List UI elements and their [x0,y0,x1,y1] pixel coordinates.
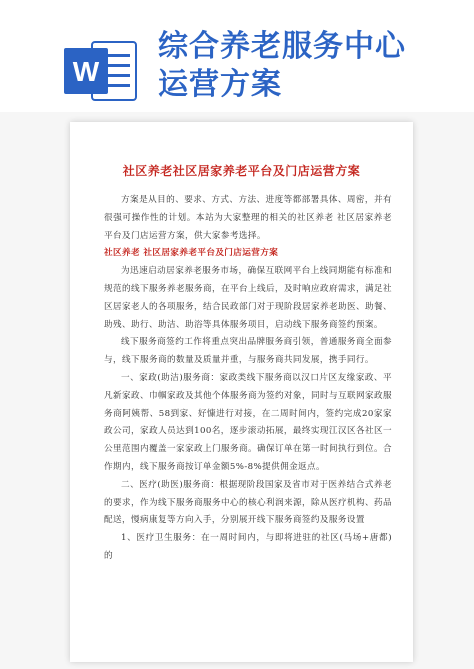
body-paragraph: 1、医疗卫生服务：在一周时间内，与即将进驻的社区(马场+唐都)的 [104,533,392,561]
header-banner [0,0,474,112]
body-paragraph: 二、医疗(助医)服务商：根据现阶段国家及省市对于医养结合式养老的要求，作为线下服务商服务中心的核心利润来源，除从医疗机构、药品配送，慢病康复等方向入手，分别展开线下服务商签约及服务设置 [104,479,392,526]
title-line-2: 运营方案 [158,67,282,102]
page-title [158,28,406,104]
document-page [70,122,413,662]
body-paragraph: 一、家政(助洁)服务商：家政类线下服务商以汉口片区友缘家政、平凡新家政、巾帼家政及其他个体服务商为签约对象，同时与互联网家政服务商阿姨帮、58到家、好慷进行对接，在二周时间内，签约完成20家家政公司，家政人员达到100名，逐步滚动拓展，最终实现江汉区各社区一公里范围内覆盖一家家政上门服务商。确保订单在第一时间执行到位。合作期内，线下服务商按订单金额5%-8%提供佣金返点。 [104,372,392,472]
document-title: 社区养老社区居家养老平台及门店运营方案 [122,164,361,178]
body-paragraph: 线下服务商签约工作将重点突出品牌服务商引领，普通服务商全面参与，线下服务商的数量及质量并重，与服务商共同发展，携手同行。 [104,337,392,366]
body-paragraph: 方案是从目的、要求、方式、方法、进度等都部署具体、周密，并有很强可操作性的计划。本站为大家整理的相关的社区养老 社区居家养老平台及门店运营方案，供大家参考选择。 [104,195,392,241]
section-heading: 社区养老 社区居家养老平台及门店运营方案 [104,248,279,259]
title-line-1: 综合养老服务中心 [158,29,406,64]
word-icon [62,40,138,102]
document-body [104,192,392,566]
svg-text:W: W [72,56,100,87]
body-paragraph: 为迅速启动居家养老服务市场，确保互联网平台上线同期能有标准和规范的线下服务养老服务商，在平台上线后，及时响应政府需求，满足社区居家老人的各项服务，结合民政部门对于现阶段居家养老助医、助餐、助残、助行、助洁、助浴等具体服务项目，启动线下服务商签约预案。 [104,266,392,330]
